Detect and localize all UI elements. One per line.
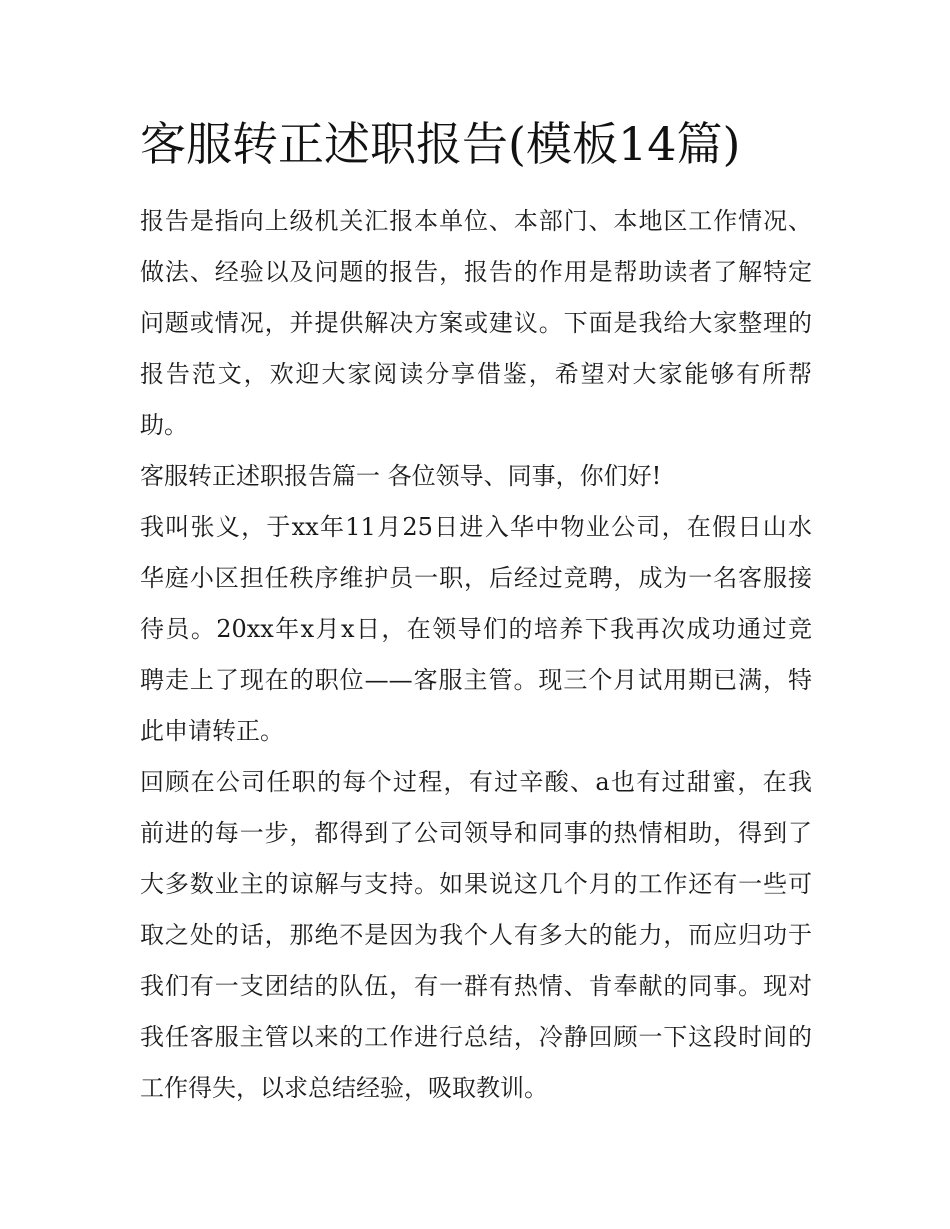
paragraph-1-line-4: 报告范文，欢迎大家阅读分享借鉴，希望对大家能够有所帮 xyxy=(140,360,812,388)
paragraph-1-line-5: 助。 xyxy=(140,411,188,439)
paragraph-2-line-4: 聘走上了现在的职位——客服主管。现三个月试用期已满，特 xyxy=(140,666,812,694)
document-body xyxy=(140,196,812,1114)
paragraph-2-line-5: 此申请转正。 xyxy=(140,717,284,745)
paragraph-1-line-1: 报告是指向上级机关汇报本单位、本部门、本地区工作情况、 xyxy=(140,207,812,235)
paragraph-3-line-4: 取之处的话，那绝不是因为我个人有多大的能力，而应归功于 xyxy=(140,921,812,949)
paragraph-2-line-1: 我叫张义，于xx年11月25日进入华中物业公司，在假日山水 xyxy=(140,513,812,541)
paragraph-3-line-6: 我任客服主管以来的工作进行总结，冷静回顾一下这段时间的 xyxy=(140,1023,812,1051)
paragraph-2-line-2: 华庭小区担任秩序维护员一职，后经过竞聘，成为一名客服接 xyxy=(140,564,812,592)
document-title: 客服转正述职报告(模板14篇) xyxy=(140,117,741,171)
section-heading-line: 客服转正述职报告篇一 各位领导、同事，你们好! xyxy=(140,462,662,490)
paragraph-3-line-2: 前进的每一步，都得到了公司领导和同事的热情相助，得到了 xyxy=(140,819,812,847)
paragraph-2-line-3: 待员。20xx年x月x日，在领导们的培养下我再次成功通过竞 xyxy=(140,615,812,643)
paragraph-3-line-3: 大多数业主的谅解与支持。如果说这几个月的工作还有一些可 xyxy=(140,870,812,898)
paragraph-3-line-7: 工作得失，以求总结经验，吸取教训。 xyxy=(140,1074,548,1102)
paragraph-3-line-1: 回顾在公司任职的每个过程，有过辛酸、a也有过甜蜜，在我 xyxy=(140,768,812,796)
paragraph-3-line-5: 我们有一支团结的队伍，有一群有热情、肯奉献的同事。现对 xyxy=(140,972,812,1000)
paragraph-1-line-2: 做法、经验以及问题的报告，报告的作用是帮助读者了解特定 xyxy=(140,258,812,286)
paragraph-1-line-3: 问题或情况，并提供解决方案或建议。下面是我给大家整理的 xyxy=(140,309,812,337)
